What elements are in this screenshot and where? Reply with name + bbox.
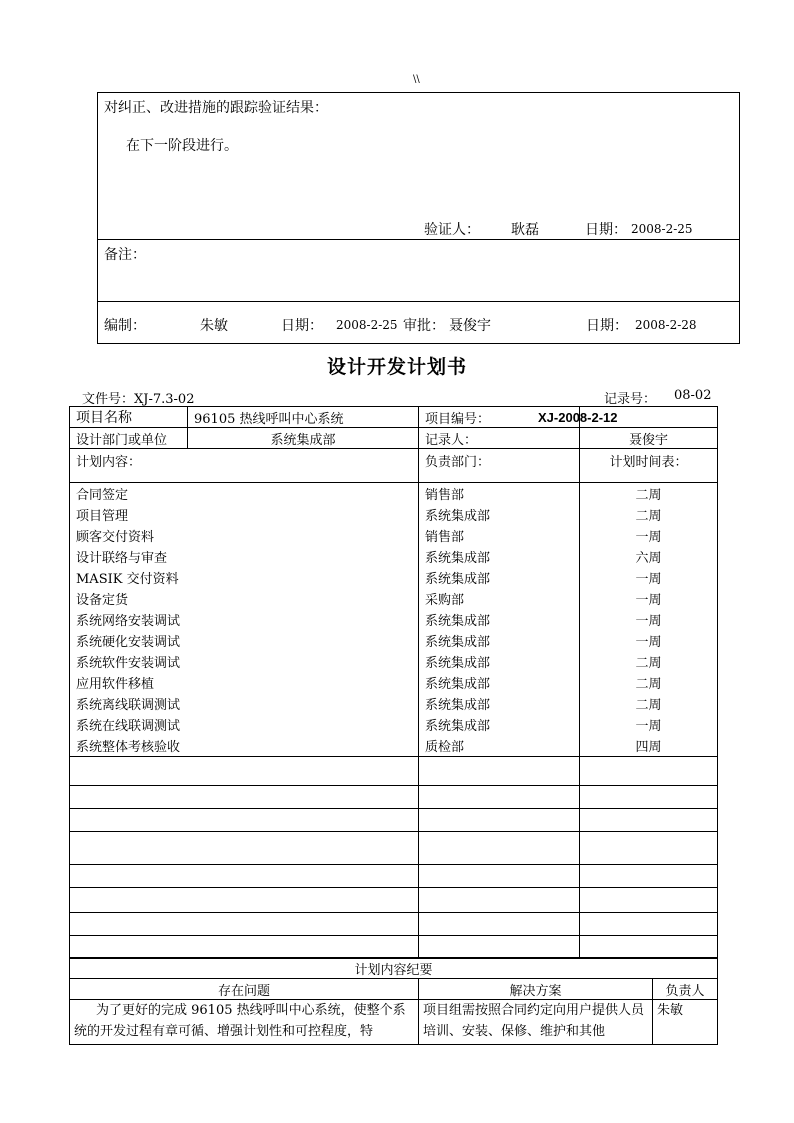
project-name: 96105 热线呼叫中心系统 — [188, 407, 419, 428]
approver-name: 聂俊宇 — [449, 318, 491, 334]
plan-time: 四周 — [580, 735, 718, 757]
summary-title: 计划内容纪要 — [70, 958, 718, 979]
owner-header: 负责人 — [653, 979, 718, 1000]
plan-row — [70, 567, 718, 588]
plan-time: 一周 — [580, 630, 718, 651]
blank-cell — [419, 913, 580, 936]
plan-dept: 系统集成部 — [419, 609, 580, 630]
blank-cell — [70, 913, 419, 936]
editor-date-label: 日期： — [281, 318, 323, 334]
approve-label: 审批： — [403, 318, 445, 334]
plan-row — [70, 525, 718, 546]
plan-task: 合同签定 — [70, 483, 419, 505]
dept-label: 设计部门或单位 — [70, 428, 188, 449]
plan-task: 系统离线联调测试 — [70, 693, 419, 714]
blank-cell — [70, 888, 419, 913]
blank-cell — [70, 809, 419, 832]
page-mark: \\ — [413, 74, 420, 85]
blank-cell — [70, 936, 419, 959]
summary-table — [69, 957, 718, 1045]
plan-row — [70, 588, 718, 609]
resp-dept-label: 负责部门： — [419, 449, 580, 483]
blank-cell — [70, 786, 419, 809]
form-title: 设计开发计划书 — [326, 356, 467, 378]
blank-cell — [580, 913, 718, 936]
plan-task: MASIK 交付资料 — [70, 567, 419, 588]
blank-row — [70, 809, 718, 832]
plan-task: 系统在线联调测试 — [70, 714, 419, 735]
remarks-label: 备注： — [104, 247, 146, 263]
verification-heading: 对纠正、改进措施的跟踪验证结果： — [104, 100, 328, 116]
owner-name: 朱敏 — [653, 1000, 718, 1045]
dept-value: 系统集成部 — [188, 428, 419, 449]
plan-dept: 系统集成部 — [419, 504, 580, 525]
plan-time: 二周 — [580, 693, 718, 714]
blank-cell — [580, 865, 718, 888]
plan-row — [70, 714, 718, 735]
editor-date: 2008-2-25 — [336, 318, 398, 332]
signoff-section — [98, 301, 739, 344]
plan-row — [70, 672, 718, 693]
blank-cell — [580, 757, 718, 786]
recorder-name: 聂俊宇 — [580, 428, 718, 449]
plan-time: 二周 — [580, 651, 718, 672]
editor-label: 编制： — [104, 318, 146, 334]
plan-time: 一周 — [580, 609, 718, 630]
plan-task: 项目管理 — [70, 504, 419, 525]
plan-row — [70, 609, 718, 630]
editor-name: 朱敏 — [200, 318, 228, 334]
project-name-label: 项目名称 — [70, 407, 188, 428]
issue-text: 为了更好的完成 96105 热线呼叫中心系统，使整个系统的开发过程有章可循、增强计划性和可控程度，特 — [70, 1000, 419, 1045]
plan-row — [70, 693, 718, 714]
blank-row — [70, 888, 718, 913]
plan-row — [70, 546, 718, 567]
solution-header: 解决方案 — [419, 979, 653, 1000]
remarks-section — [98, 239, 739, 302]
recorder-label: 记录人： — [419, 428, 580, 449]
project-no: XJ-2008-2-12 — [580, 407, 718, 428]
plan-dept: 系统集成部 — [419, 651, 580, 672]
plan-task: 应用软件移植 — [70, 672, 419, 693]
project-row — [70, 407, 718, 428]
blank-cell — [419, 757, 580, 786]
plan-time: 二周 — [580, 672, 718, 693]
blank-cell — [580, 786, 718, 809]
verification-section — [98, 93, 739, 239]
plan-dept: 质检部 — [419, 735, 580, 757]
blank-row — [70, 832, 718, 865]
plan-time: 一周 — [580, 525, 718, 546]
dept-row — [70, 428, 718, 449]
verification-date-label: 日期： — [585, 222, 627, 238]
plan-time: 一周 — [580, 588, 718, 609]
project-no-label: 项目编号： — [419, 407, 580, 428]
verifier-name: 耿磊 — [511, 222, 539, 238]
blank-row — [70, 786, 718, 809]
approve-date-label: 日期： — [586, 318, 628, 334]
plan-time: 二周 — [580, 504, 718, 525]
blank-cell — [419, 832, 580, 865]
plan-dept: 系统集成部 — [419, 714, 580, 735]
plan-row — [70, 630, 718, 651]
plan-task: 系统整体考核验收 — [70, 735, 419, 757]
content-label: 计划内容： — [70, 449, 419, 483]
plan-time: 一周 — [580, 567, 718, 588]
blank-cell — [70, 757, 419, 786]
plan-header-row — [70, 449, 718, 483]
plan-task: 设备定货 — [70, 588, 419, 609]
blank-row — [70, 936, 718, 959]
blank-cell — [419, 865, 580, 888]
blank-cell — [70, 832, 419, 865]
doc-number: 文件号：XJ-7.3-02 — [82, 392, 195, 407]
blank-cell — [419, 809, 580, 832]
blank-cell — [70, 865, 419, 888]
verification-date: 2008-2-25 — [631, 222, 693, 236]
approve-date: 2008-2-28 — [635, 318, 697, 332]
blank-row — [70, 913, 718, 936]
plan-dept: 销售部 — [419, 483, 580, 505]
record-number-label: 记录号： — [604, 392, 657, 407]
solution-text: 项目组需按照合同约定向用户提供人员培训、安装、保修、维护和其他 — [419, 1000, 653, 1045]
issue-header: 存在问题 — [70, 979, 419, 1000]
blank-row — [70, 865, 718, 888]
blank-cell — [580, 888, 718, 913]
record-number: 08-02 — [674, 388, 712, 403]
plan-dept: 销售部 — [419, 525, 580, 546]
plan-task: 系统硬化安装调试 — [70, 630, 419, 651]
verification-box — [97, 92, 740, 344]
plan-dept: 系统集成部 — [419, 672, 580, 693]
plan-dept: 采购部 — [419, 588, 580, 609]
blank-cell — [419, 888, 580, 913]
blank-cell — [419, 786, 580, 809]
plan-dept: 系统集成部 — [419, 567, 580, 588]
verifier-label: 验证人： — [424, 222, 480, 238]
plan-dept: 系统集成部 — [419, 546, 580, 567]
plan-dept: 系统集成部 — [419, 693, 580, 714]
plan-row — [70, 651, 718, 672]
plan-task: 设计联络与审查 — [70, 546, 419, 567]
blank-cell — [580, 936, 718, 959]
plan-table — [69, 406, 718, 959]
plan-time: 一周 — [580, 714, 718, 735]
plan-time: 六周 — [580, 546, 718, 567]
plan-task: 顾客交付资料 — [70, 525, 419, 546]
blank-row — [70, 757, 718, 786]
verification-body: 在下一阶段进行。 — [126, 138, 238, 154]
plan-time: 二周 — [580, 483, 718, 505]
plan-dept: 系统集成部 — [419, 630, 580, 651]
plan-task: 系统软件安装调试 — [70, 651, 419, 672]
plan-task: 系统网络安装调试 — [70, 609, 419, 630]
plan-row — [70, 735, 718, 757]
plan-row — [70, 483, 718, 505]
blank-cell — [580, 832, 718, 865]
blank-cell — [580, 809, 718, 832]
schedule-label: 计划时间表： — [580, 449, 718, 483]
blank-cell — [419, 936, 580, 959]
plan-row — [70, 504, 718, 525]
